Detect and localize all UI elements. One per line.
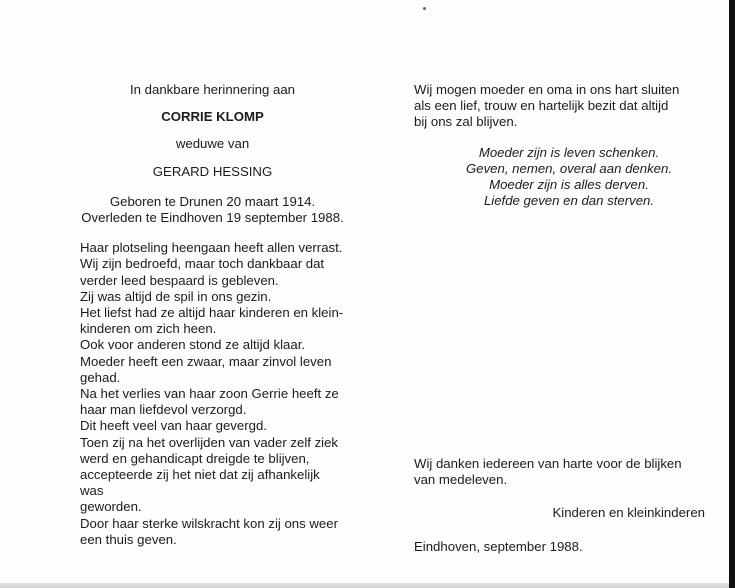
relation-text: weduwe van: [175, 136, 250, 152]
text-line: Het liefst had ze altijd haar kinderen en klein-: [80, 305, 344, 321]
text-line: Wij mogen moeder en oma in ons hart sluiten: [414, 82, 680, 97]
text-line: bij ons zal blijven.: [414, 114, 518, 130]
text-line: Door haar sterke wilskracht kon zij ons weer: [80, 515, 338, 531]
poem-line: Liefde geven en dan sterven.: [483, 193, 655, 209]
text-line: verder leed bespaard is gebleven.: [80, 272, 279, 288]
scan-edge-bottom: [0, 583, 735, 588]
poem-line: Moeder zijn is alles derven.: [489, 177, 649, 193]
scan-edge-right: [729, 0, 735, 588]
deceased-name: CORRIE KLOMP: [161, 109, 264, 125]
text-line: Ook voor anderen stond ze altijd klaar.: [80, 337, 306, 353]
text-line: van medeleven.: [414, 472, 508, 488]
text-line: Wij zijn bedroefd, maar toch dankbaar dat: [80, 256, 325, 272]
death-line: Overleden te Eindhoven 19 september 1988.: [81, 210, 344, 226]
birth-line: Geboren te Drunen 20 maart 1914.: [109, 193, 316, 209]
poem: [414, 145, 704, 210]
text-line: Wij danken iedereen van harte voor de blijken: [414, 456, 682, 471]
place-date: Eindhoven, september 1988.: [414, 539, 583, 554]
text-line: Moeder heeft een zwaar, maar zinvol leven: [80, 353, 332, 369]
text-line: gehad.: [80, 369, 121, 385]
dust-speck: [423, 7, 426, 10]
text-line: Dit heeft veel van haar gevergd.: [80, 418, 267, 434]
text-line: Toen zij na het overlijden van vader zelf ziek: [80, 434, 339, 450]
text-line: kinderen om zich heen.: [80, 321, 217, 337]
text-line: een thuis geven.: [80, 531, 177, 547]
text-line: Zij was altijd de spil in ons gezin.: [80, 288, 272, 304]
spouse-name: GERARD HESSING: [152, 163, 273, 179]
text-line: accepteerde zij het niet dat zij afhankelijk was: [80, 467, 320, 499]
poem-line: Moeder zijn is leven schenken.: [478, 144, 660, 160]
left-column: [80, 82, 345, 548]
thanks-text: [414, 456, 714, 488]
memorial-text: [80, 240, 345, 548]
remembrance-text: [414, 82, 704, 131]
text-line: werd en gehandicapt dreigde te blijven,: [80, 450, 310, 466]
text-line: haar man liefdevol verzorgd.: [80, 402, 247, 418]
right-column: [414, 82, 704, 209]
family-signoff: Kinderen en kleinkinderen: [552, 505, 705, 520]
text-line: geworden.: [80, 499, 142, 515]
text-line: Na het verlies van haar zoon Gerrie heeft ze: [80, 386, 339, 402]
poem-line: Geven, nemen, overal aan denken.: [465, 160, 672, 176]
text-line: Haar plotseling heengaan heeft allen verrast.: [80, 240, 343, 256]
intro-text: In dankbare herinnering aan: [130, 82, 295, 97]
text-line: als een lief, trouw en hartelijk bezit dat altijd: [414, 98, 669, 114]
